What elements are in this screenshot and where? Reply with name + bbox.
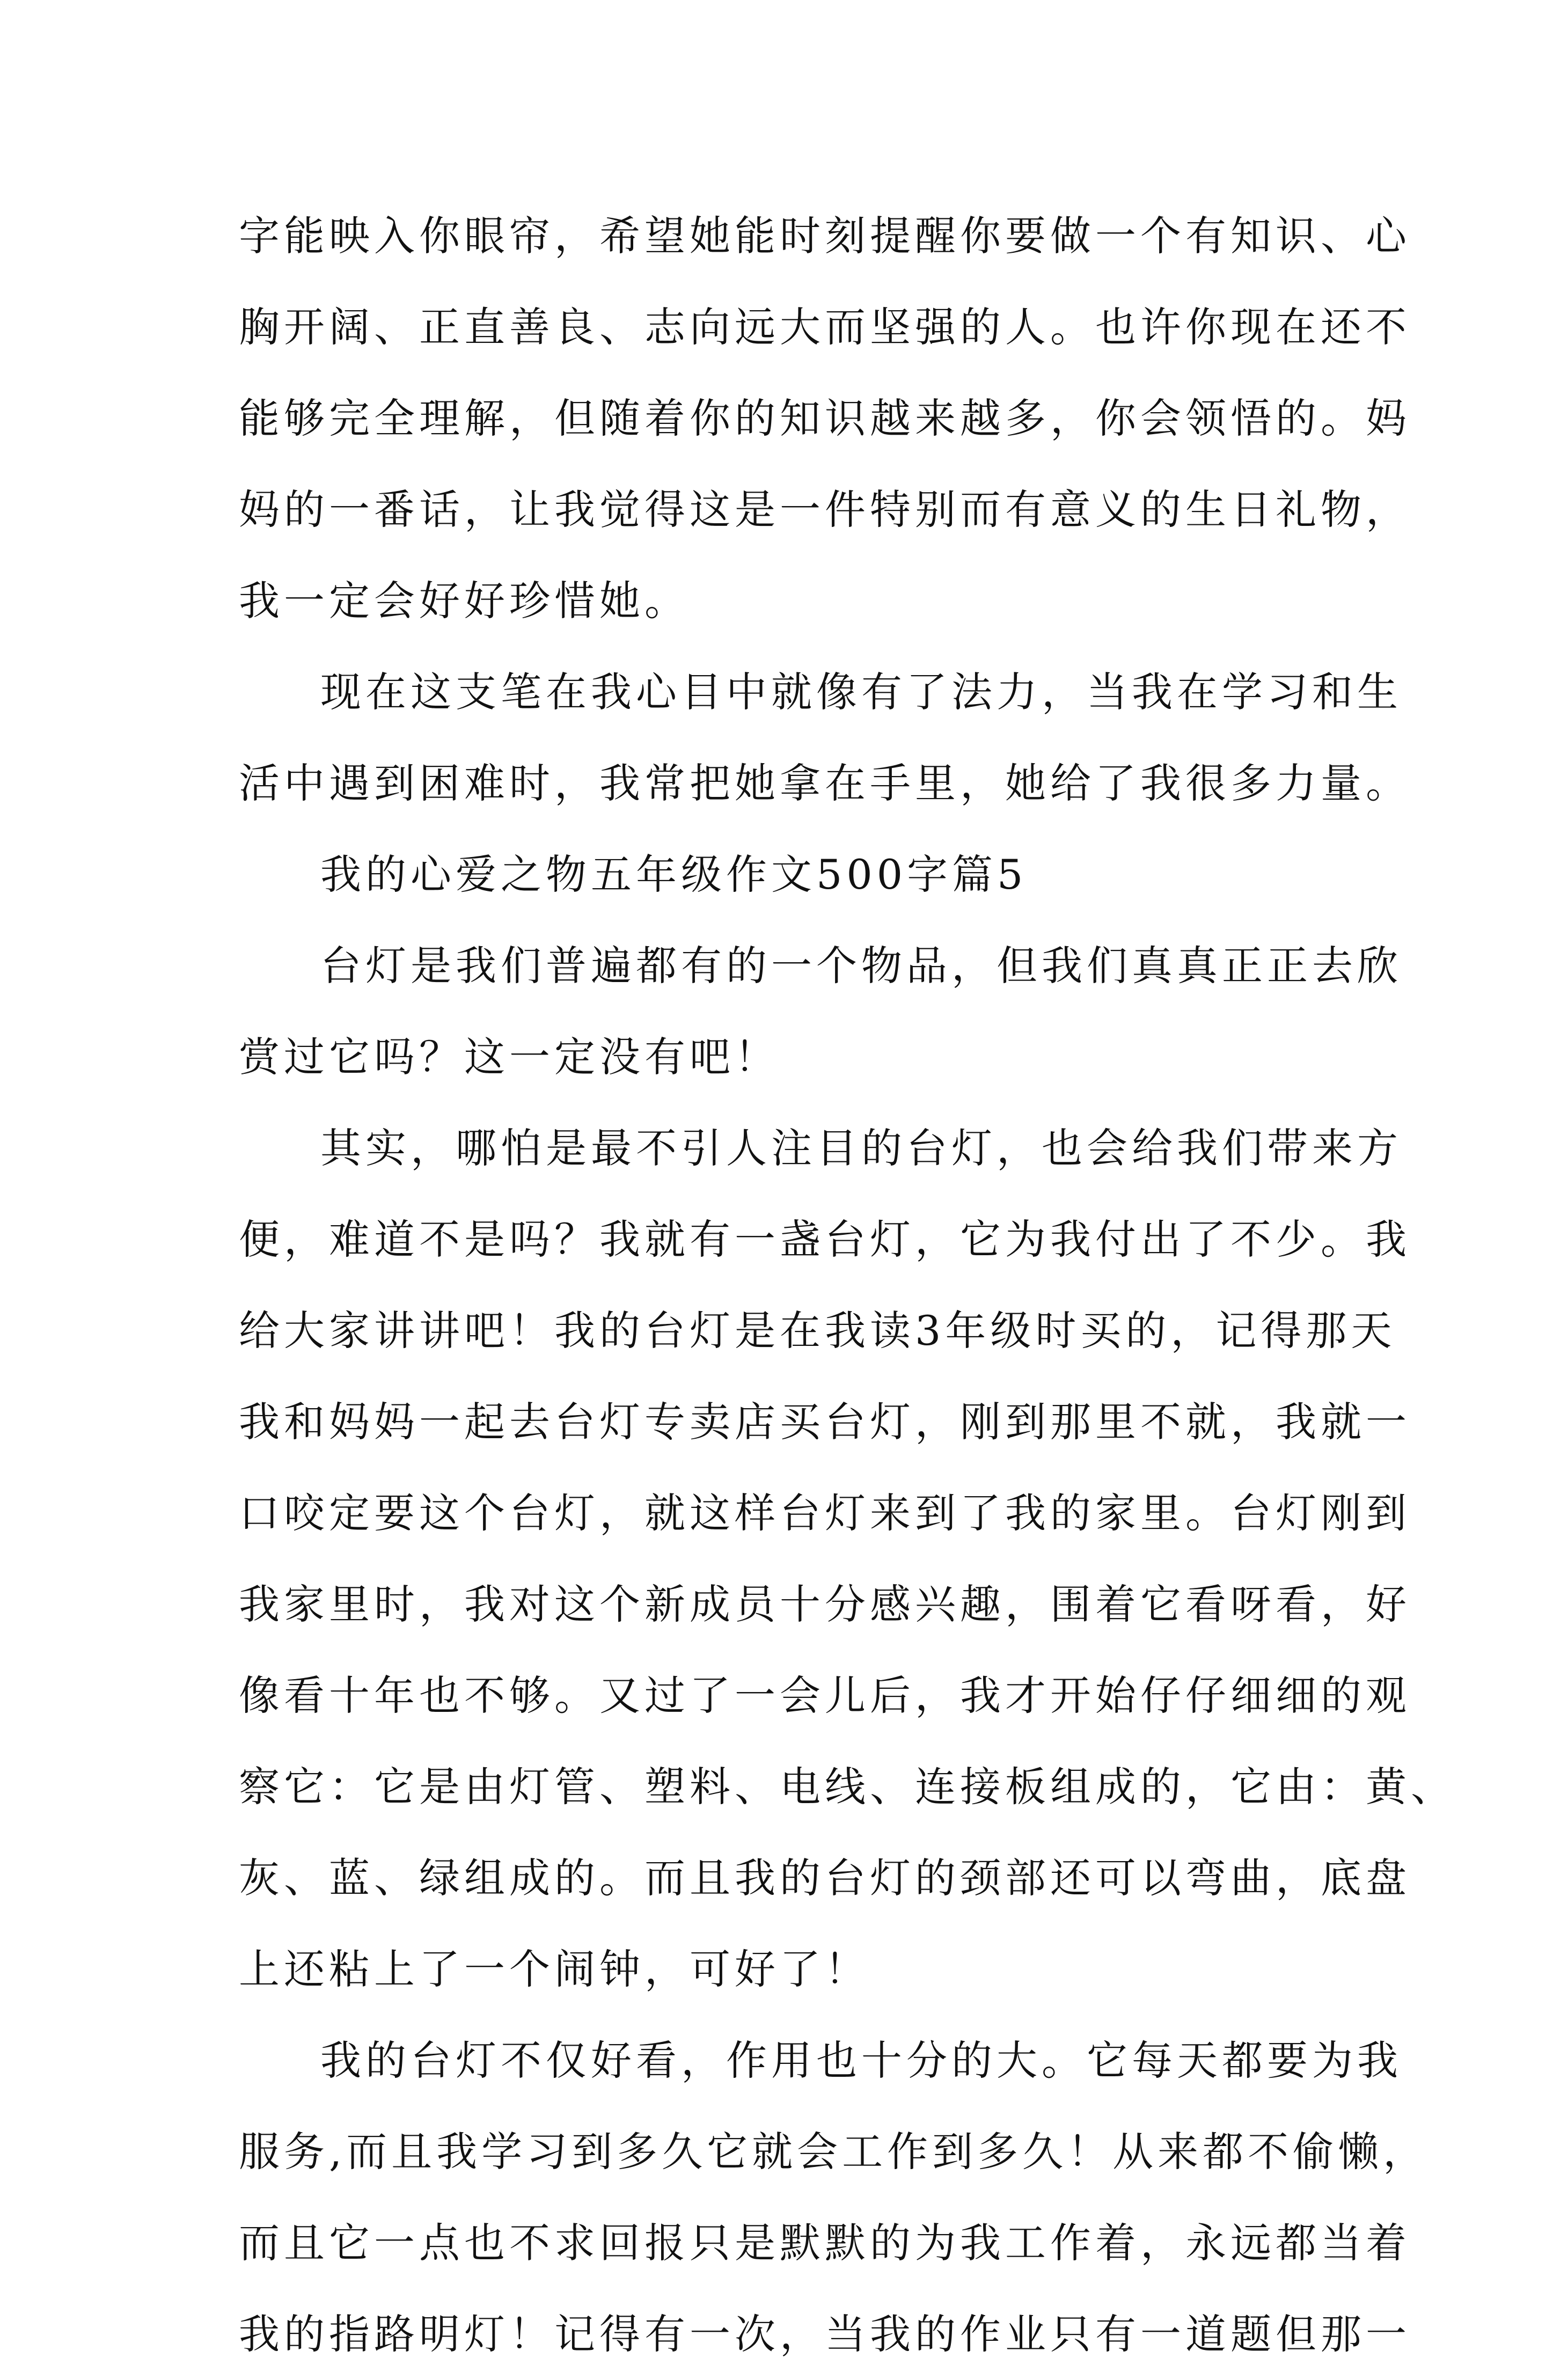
text-line: 赏过它吗？这一定没有吧！	[239, 1033, 780, 1081]
text-line: 像看十年也不够。又过了一会儿后，我才开始仔仔细细的观	[239, 1672, 1411, 1719]
paragraph-start-line: 现在这支笔在我心目中就像有了法力，当我在学习和生	[320, 668, 1402, 716]
paragraph-start-line: 我的台灯不仅好看，作用也十分的大。它每天都要为我	[320, 2037, 1402, 2084]
text-line: 口咬定要这个台灯，就这样台灯来到了我的家里。台灯刚到	[239, 1489, 1411, 1537]
text-line: 我一定会好好珍惜她。	[239, 577, 690, 625]
text-line: 活中遇到困难时，我常把她拿在手里，她给了我很多力量。	[239, 759, 1411, 807]
text-line: 灰、蓝、绿组成的。而且我的台灯的颈部还可以弯曲，底盘	[239, 1854, 1411, 1902]
text-line: 服务,而且我学习到多久它就会工作到多久！从来都不偷懒，	[239, 2128, 1429, 2176]
paragraph-start-line: 台灯是我们普遍都有的一个物品，但我们真真正正去欣	[320, 942, 1402, 990]
section-heading: 我的心爱之物五年级作文500字篇5	[320, 851, 1028, 898]
paragraph-start-line: 其实，哪怕是最不引人注目的台灯，也会给我们带来方	[320, 1124, 1402, 1172]
text-line: 我和妈妈一起去台灯专卖店买台灯，刚到那里不就，我就一	[239, 1398, 1411, 1446]
text-line: 我家里时，我对这个新成员十分感兴趣，围着它看呀看，好	[239, 1580, 1411, 1628]
text-line: 我的指路明灯！记得有一次，当我的作业只有一道题但那一	[239, 2310, 1411, 2358]
text-line: 便，难道不是吗？我就有一盏台灯，它为我付出了不少。我	[239, 1215, 1411, 1263]
text-line: 上还粘上了一个闹钟，可好了！	[239, 1945, 870, 1993]
text-line: 能够完全理解，但随着你的知识越来越多，你会领悟的。妈	[239, 394, 1411, 442]
text-line: 妈的一番话，让我觉得这是一件特别而有意义的生日礼物，	[239, 486, 1411, 533]
text-line: 字能映入你眼帘，希望她能时刻提醒你要做一个有知识、心	[239, 212, 1411, 260]
text-line: 给大家讲讲吧！我的台灯是在我读3年级时买的，记得那天	[239, 1307, 1396, 1354]
text-line: 察它：它是由灯管、塑料、电线、连接板组成的，它由：黄、	[239, 1763, 1456, 1811]
document-body	[239, 191, 1456, 2380]
text-line: 胸开阔、正直善良、志向远大而坚强的人。也许你现在还不	[239, 303, 1411, 351]
text-line: 而且它一点也不求回报只是默默的为我工作着，永远都当着	[239, 2219, 1411, 2267]
